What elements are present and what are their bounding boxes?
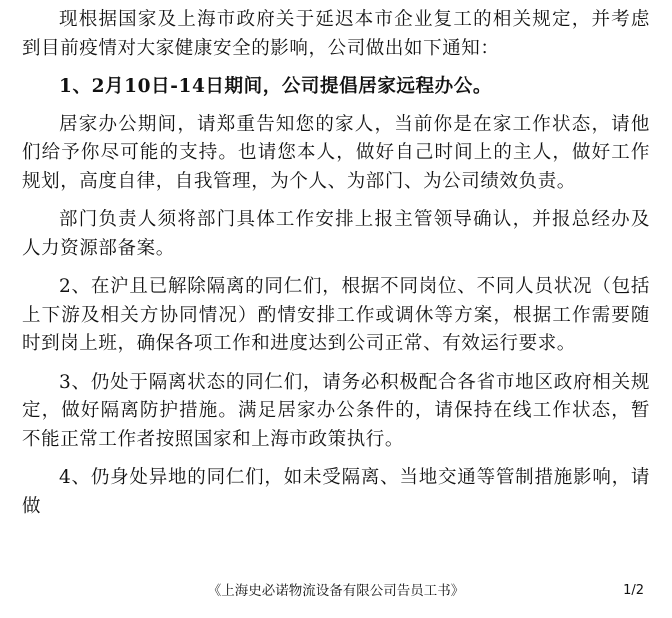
paragraph-intro: 现根据国家及上海市政府关于延迟本市企业复工的相关规定，并考虑到目前疫情对大家健康安全的影响，公司做出如下通知：: [22, 9, 650, 59]
paragraph-item-1-heading: 1、2月10日-14日期间，公司提倡居家远程办公。: [59, 76, 492, 97]
notice-body: [22, 6, 650, 531]
footer-document-title: 《上海史必诺物流设备有限公司告员工书》: [207, 583, 465, 599]
paragraph-home-office: 居家办公期间，请郑重告知您的家人，当前你是在家工作状态，请他们给予你尽可能的支持。也请您本人，做好自己时间上的主人，做好工作规划，高度自律，自我管理，为个人、为部门、为公司绩效负责。: [22, 113, 650, 192]
page-number: 1/2: [623, 583, 644, 598]
page-footer: [0, 580, 672, 602]
paragraph-item-2: 2、在沪且已解除隔离的同仁们，根据不同岗位、不同人员状况（包括上下游及相关方协同情况）酌情安排工作或调休等方案，根据工作需要随时到岗上班，确保各项工作和进度达到公司正常、有效运行要求。: [22, 276, 650, 354]
paragraph-item-3: 3、仍处于隔离状态的同仁们，请务必积极配合各省市地区政府相关规定，做好隔离防护措施。满足居家办公条件的，请保持在线工作状态，暂不能正常工作者按照国家和上海市政策执行。: [22, 371, 650, 450]
paragraph-item-4: 4、仍身处异地的同仁们，如未受隔离、当地交通等管制措施影响，请做: [22, 467, 650, 517]
paragraph-department-heads: 部门负责人须将部门具体工作安排上报主管领导确认，并报总经办及人力资源部备案。: [22, 209, 650, 259]
